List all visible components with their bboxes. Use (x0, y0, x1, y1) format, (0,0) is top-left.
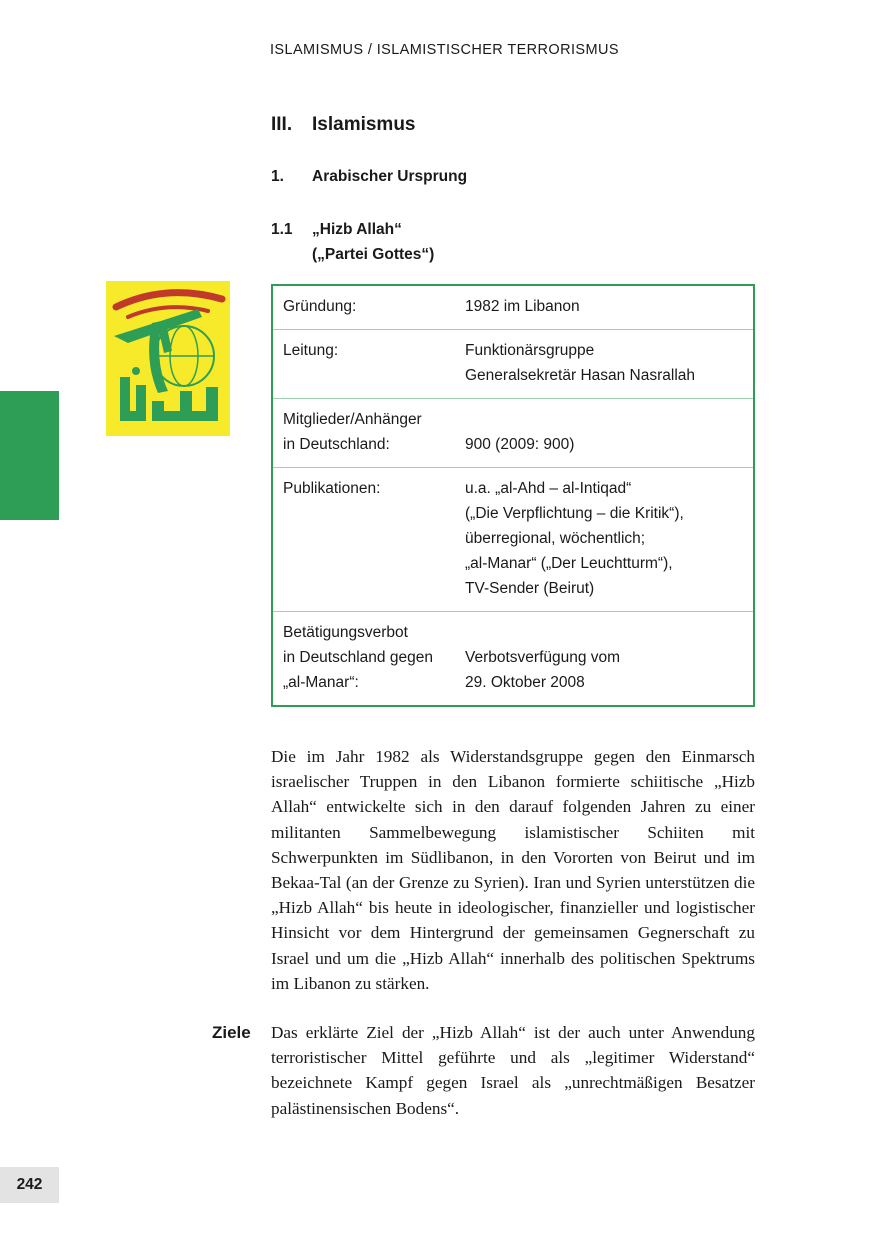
table-value: 1982 im Libanon (465, 298, 580, 315)
table-row (273, 611, 753, 705)
table-row (273, 467, 753, 611)
table-key: Betätigungsverbot in Deutschland gegen „al-Manar“: (283, 624, 433, 691)
table-key: Publikationen: (283, 480, 381, 497)
fact-table (271, 284, 755, 707)
table-key: Leitung: (283, 342, 339, 359)
margin-label-ziele: Ziele (212, 1023, 251, 1042)
body-paragraph-ziele: Das erklärte Ziel der „Hizb Allah“ ist der auch unter Anwendung terroristischer Mittel geführte und als „legitimer Widerstand“ bezeichnete Kampf gegen Israel als „unrechtmäßigen Besatzer palästinensischen Bodens“. (271, 1023, 755, 1118)
table-key: Mitglieder/Anhänger in Deutschland: (283, 411, 422, 453)
table-value: Funktionärsgruppe Generalsekretär Hasan Nasrallah (465, 342, 696, 384)
table-value: u.a. „al-Ahd – al-Intiqad“ („Die Verpflichtung – die Kritik“), überregional, wöchentlich; „al-Manar“ („Der Leuchtturm“), TV-Sender (Beirut) (465, 480, 684, 597)
section-number: III. (271, 114, 293, 135)
table-row (273, 286, 753, 329)
chapter-color-tab (0, 391, 59, 520)
table-value: 900 (2009: 900) (465, 436, 575, 453)
body-paragraph: Die im Jahr 1982 als Widerstandsgruppe gegen den Einmarsch israelischer Truppen in den Libanon formierte schiitische „Hizb Allah“ entwickelte sich in den darauf folgenden Jahren zu einer militanten Sammelbewegung islamistischer Schiiten mit Schwerpunkten im Südlibanon, in den Vororten von Beirut und im Bekaa-Tal (an der Grenze zu Syrien). Iran und Syrien unterstützen die „Hizb Allah“ bis heute in ideologischer, finanzieller und logistischer Hinsicht vor dem Hintergrund der gemeinsamen Gegnerschaft zu Israel und um die „Hizb Allah“ innerhalb des politischen Spektrums im Libanon zu stärken. (271, 747, 755, 993)
table-key: Gründung: (283, 298, 357, 315)
table-row (273, 398, 753, 467)
table-value: Verbotsverfügung vom 29. Oktober 2008 (465, 649, 621, 691)
page-number: 242 (16, 1176, 43, 1193)
subsubsection-heading (271, 217, 434, 267)
subsubsection-subtitle: („Partei Gottes“) (312, 246, 435, 263)
section-heading (271, 114, 416, 136)
running-head: ISLAMISMUS / ISLAMISTISCHER TERRORISMUS (270, 42, 619, 58)
table-row (273, 329, 753, 398)
subsection-number: 1. (271, 168, 284, 185)
subsection-title: Arabischer Ursprung (312, 168, 468, 185)
subsection-heading (271, 168, 467, 186)
subsubsection-number: 1.1 (271, 221, 293, 238)
section-title: Islamismus (312, 114, 416, 135)
subsubsection-title: „Hizb Allah“ (312, 221, 402, 238)
hizb-allah-emblem-icon (106, 281, 230, 436)
hizb-allah-logo (106, 281, 230, 436)
